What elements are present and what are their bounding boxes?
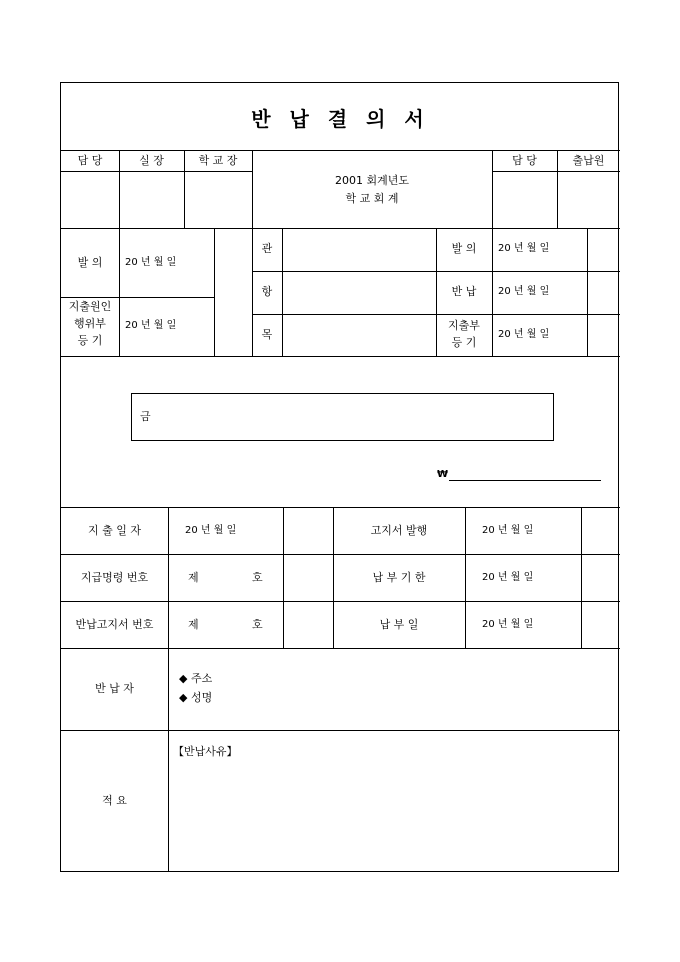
details-row3-right-value: 20 년 월 일 [482, 619, 534, 630]
details-row3-label: 반납고지서 번호 [75, 618, 154, 631]
refund-reason-header: 【반납사유】 [173, 745, 238, 758]
mok-label: 목 [261, 328, 273, 341]
payer-name: ◆ 성명 [179, 691, 213, 704]
hang-label: 항 [261, 285, 273, 298]
right-date-col [587, 228, 588, 356]
left-row2-label-2: 행위부 [74, 317, 106, 330]
right-row3-label-1: 지출부 [448, 319, 480, 332]
details-row2-right-label: 납 부 기 한 [372, 571, 426, 584]
title-divider [61, 150, 620, 151]
currency-underline [449, 480, 601, 481]
currency-mark: ₩ [437, 469, 449, 480]
details-row3-right-label: 납 부 일 [379, 618, 419, 631]
left-row2-label-1: 지출원인 [68, 300, 112, 313]
details-row2-value-1: 제 [188, 571, 199, 584]
details-row1-right-label: 고지서 발행 [370, 524, 428, 537]
left-row1-date: 20 년 월 일 [125, 257, 177, 268]
right-row1-date: 20 년 월 일 [498, 243, 550, 254]
details-row3-value-2: 호 [252, 618, 263, 631]
payer-label: 반 납 자 [95, 682, 134, 695]
details-bottom [61, 648, 620, 649]
approval-left-principal: 학 교 장 [198, 154, 238, 167]
approval-left-divider [61, 171, 252, 172]
right-row1-label: 발 의 [451, 242, 477, 255]
payer-address: ◆ 주소 [179, 672, 213, 685]
details-value-col [283, 507, 284, 648]
left-row1-label: 발 의 [77, 256, 103, 269]
right-row2-label: 반 납 [451, 285, 477, 298]
details-row2-right-value: 20 년 월 일 [482, 572, 534, 583]
fiscal-year: 2001 회계년도 [335, 174, 409, 187]
form-title: 반 납 결 의 서 [251, 107, 430, 131]
payer-bottom [61, 730, 620, 731]
details-row2-label: 지급명령 번호 [80, 571, 149, 584]
approval-right-manager: 담 당 [512, 154, 537, 167]
left-label-col [119, 228, 120, 356]
center-right-border [492, 150, 493, 356]
approval-right-divider [492, 171, 620, 172]
details-right-extra-col [581, 507, 582, 648]
approval-left-chief: 실 장 [139, 154, 164, 167]
summary-label: 적 요 [102, 794, 127, 807]
approval-bottom-divider [61, 228, 620, 229]
right-row3-date: 20 년 월 일 [498, 329, 550, 340]
details-label-col [168, 507, 169, 872]
details-row3-value-1: 제 [188, 618, 199, 631]
amount-label: 금 [140, 410, 151, 423]
details-row2-value-2: 호 [252, 571, 263, 584]
gwan-hang-mok-col [282, 228, 283, 356]
refund-resolution-form [60, 82, 619, 872]
details-row1-value: 20 년 월 일 [185, 525, 237, 536]
approval-right-cashier: 출납원 [572, 154, 605, 167]
right-row3-label-2: 등 기 [451, 336, 477, 349]
amount-section-bottom [61, 507, 620, 508]
approval-left-manager: 담 당 [77, 154, 103, 167]
left-row2-date: 20 년 월 일 [125, 320, 177, 331]
details-row1-right-value: 20 년 월 일 [482, 525, 534, 536]
left-date-col [214, 228, 215, 356]
middle-section-bottom [61, 356, 620, 357]
details-divider-1 [61, 554, 620, 555]
fiscal-account: 학 교 회 계 [345, 192, 399, 205]
left-row2-label-3: 등 기 [77, 334, 103, 347]
details-divider-2 [61, 601, 620, 602]
left-row-divider [61, 297, 214, 298]
amount-box[interactable] [131, 393, 554, 441]
gwan-label: 관 [261, 242, 273, 255]
right-row2-date: 20 년 월 일 [498, 286, 550, 297]
details-row1-label: 지 출 일 자 [88, 524, 141, 537]
details-right-value-col [465, 507, 466, 648]
